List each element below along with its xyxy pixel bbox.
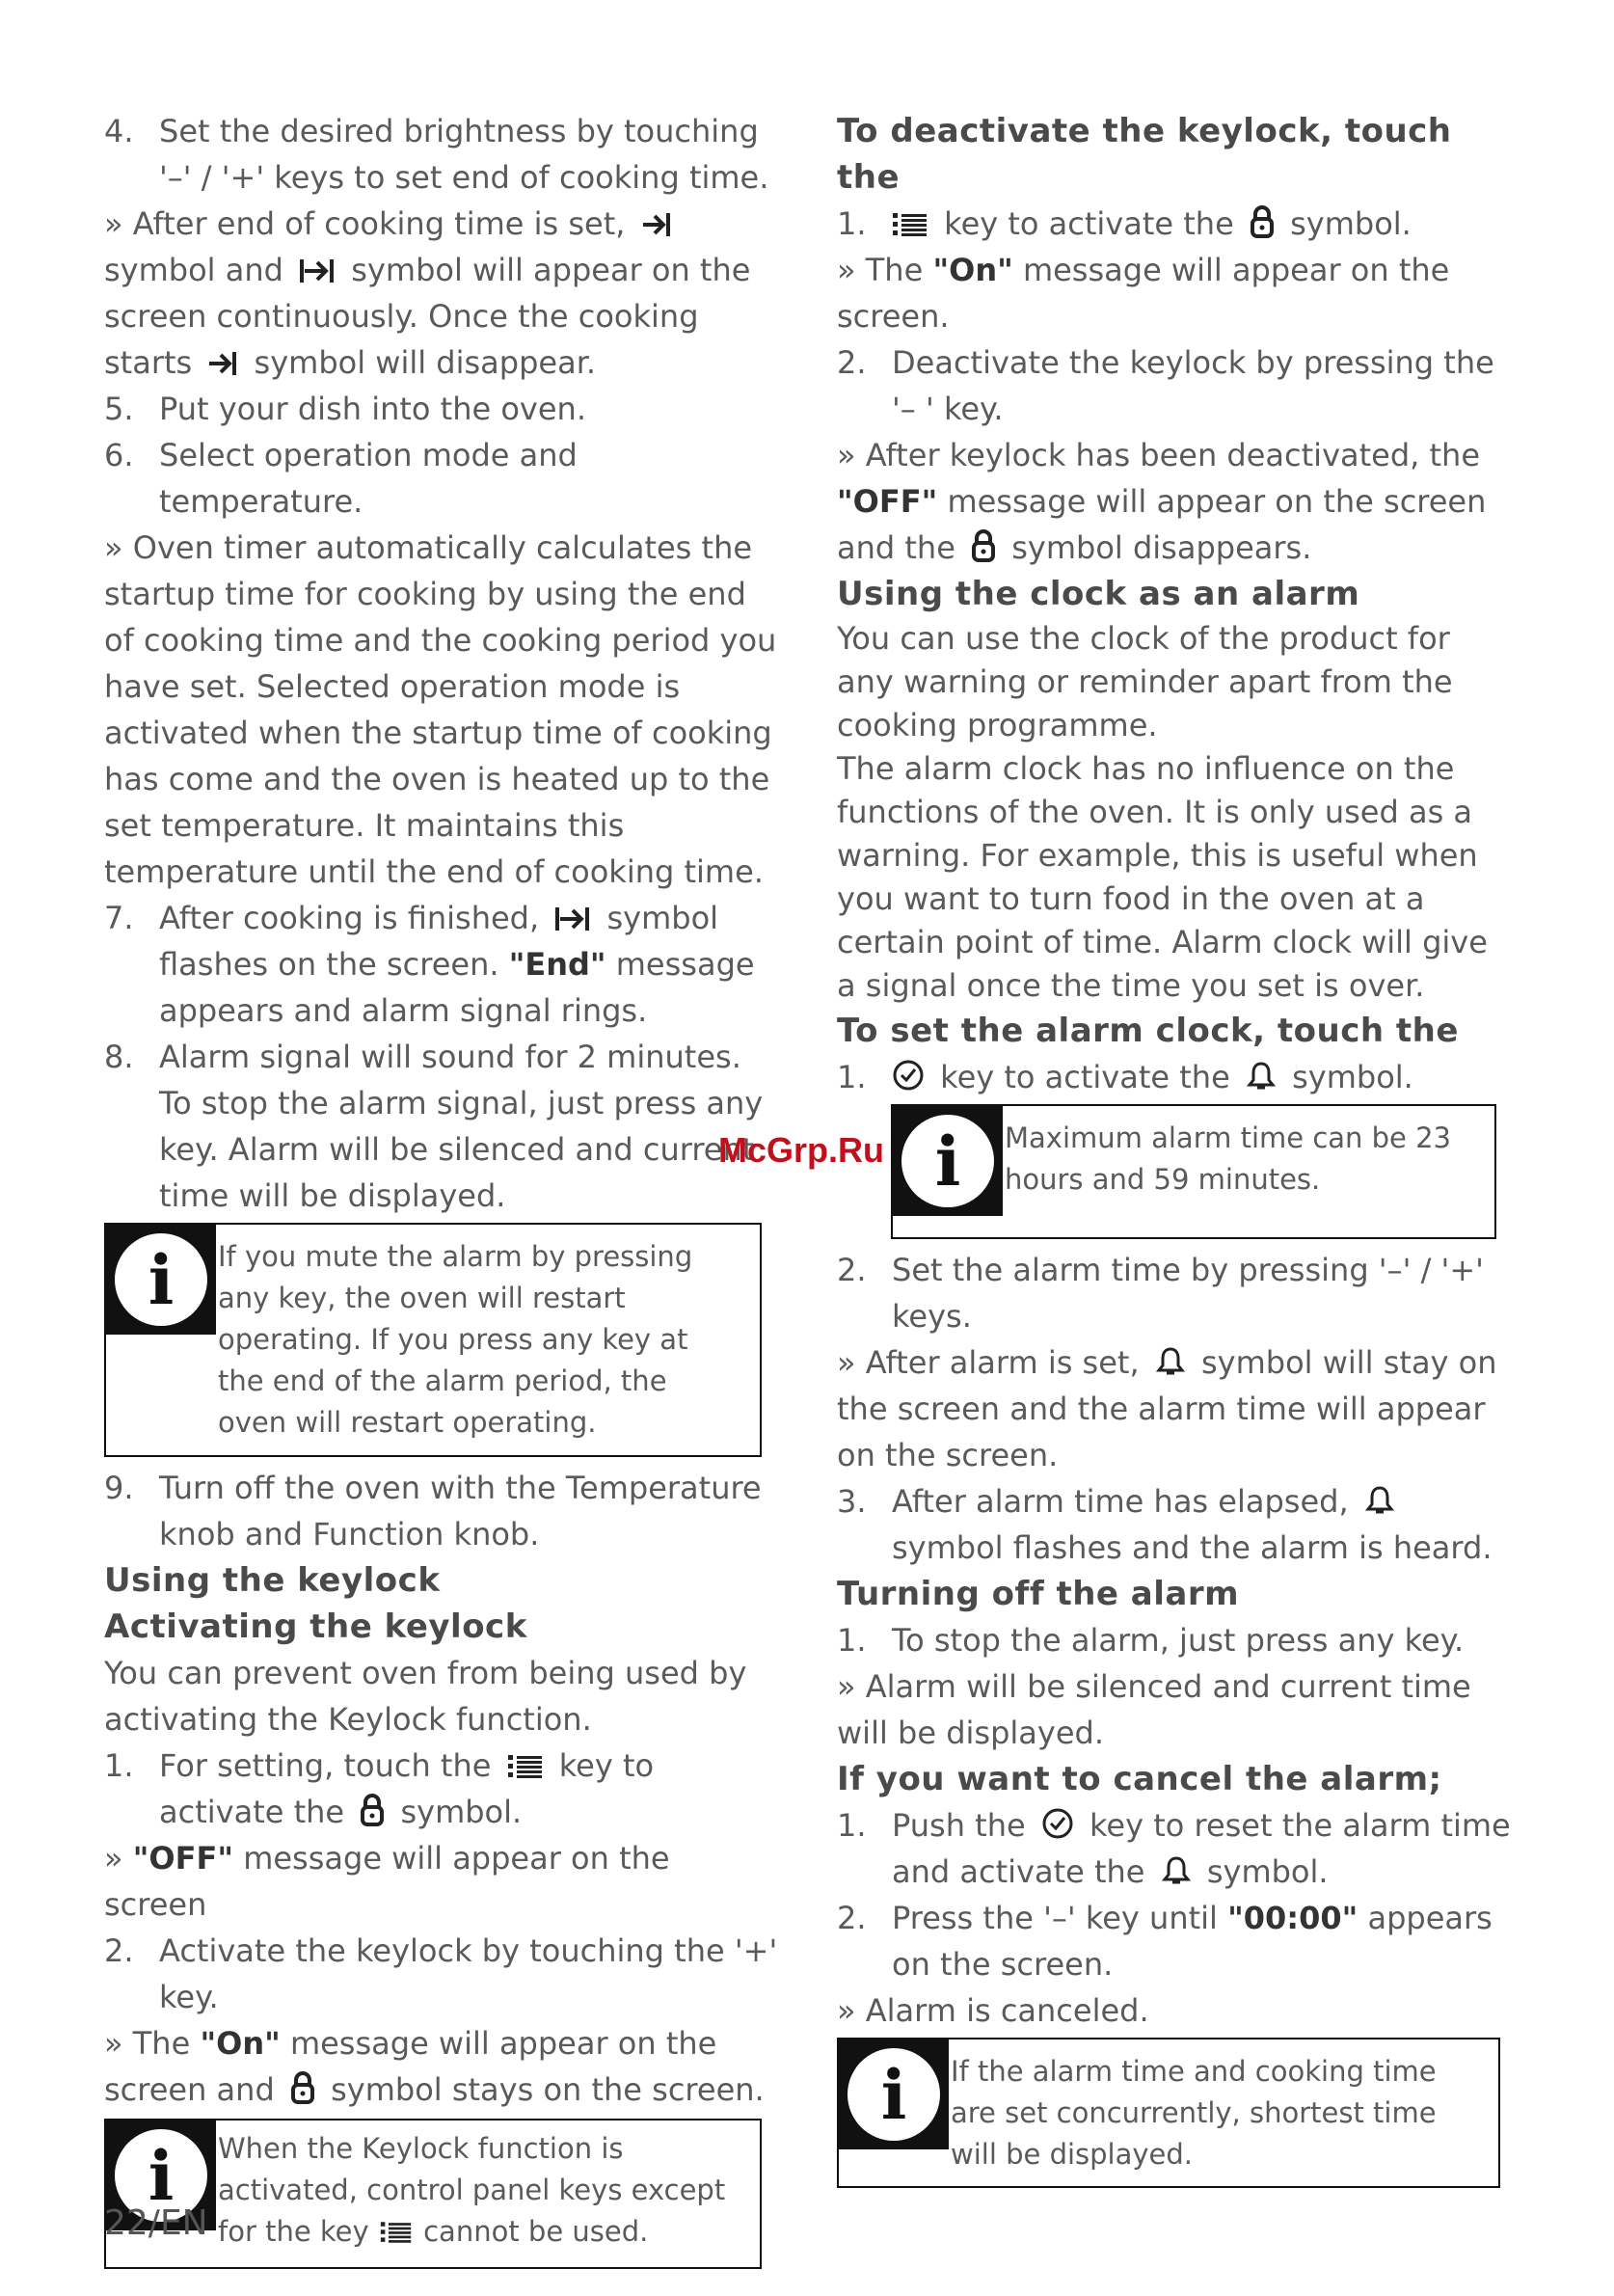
note-off-message: » "OFF" message will appear on the screen: [104, 1840, 670, 1923]
deactivate-step-1: 1. key to activate the symbol.: [837, 205, 1412, 242]
turnoff-step-1: 1. To stop the alarm, just press any key.: [837, 1622, 1465, 1659]
heading-set-alarm: To set the alarm clock, touch the: [837, 1012, 1459, 1050]
heading-activating-keylock: Activating the keylock: [104, 1607, 527, 1646]
note-alarm-canceled: » Alarm is canceled.: [837, 1992, 1149, 2029]
step-text: Set the desired brightness by touching '–' / '+' keys to set end of cooking time.: [159, 113, 769, 196]
watermark: McGrp.Ru: [718, 1130, 885, 1170]
cancel-step-2: 2. Press the '–' key until "00:00" appears on the screen.: [837, 1900, 1493, 1983]
heading-cancel-alarm: If you want to cancel the alarm;: [837, 1760, 1442, 1798]
lock-icon: [290, 2071, 315, 2104]
bell-icon: [1364, 1485, 1395, 1516]
set-alarm-step-1: 1. key to activate the symbol.: [837, 1059, 1413, 1095]
step-5: 5. Put your dish into the oven.: [104, 391, 586, 427]
step-7: 7. After cooking is finished, symbol flashes on the screen. "End" message appears and alarm signal rings.: [104, 900, 755, 1029]
note-on-message: » The "On" message will appear on the screen.: [837, 252, 1450, 335]
end-cooking-time-icon: [641, 211, 672, 238]
keylock-step-1: 1. For setting, touch the key to activate the symbol.: [104, 1747, 655, 1830]
note-end-of-cooking: » After end of cooking time is set, symbol and symbol will appear on the screen continuously. Once the cooking starts symbol will disappear.: [104, 205, 751, 381]
clock-key-icon: [1041, 1807, 1074, 1840]
step-6: 6. Select operation mode and temperature.: [104, 437, 578, 520]
set-alarm-step-2: 2. Set the alarm time by pressing '–' / '+' keys.: [837, 1252, 1484, 1335]
note-off-message: » After keylock has been deactivated, the "OFF" message will appear on the screen and the symbol disappears.: [837, 437, 1487, 566]
para-alarm-no-influence: The alarm clock has no influence on the functions of the oven. It is only used as a warning. For example, this is useful when you want to turn food in the oven at a certain point of time. Alarm clock will give a signal once the time you set is over.: [837, 750, 1488, 1004]
info-box-concurrent: i If the alarm time and cooking time are set concurrently, shortest time will be displayed.: [837, 2038, 1500, 2188]
lock-icon: [971, 529, 996, 562]
info-box-max-alarm: i Maximum alarm time can be 23 hours and 59 minutes.: [891, 1104, 1496, 1239]
info-icon: i: [106, 2120, 216, 2230]
note-alarm-set: » After alarm is set, symbol will stay on the screen and the alarm time will appear on the screen.: [837, 1344, 1497, 1473]
info-box-keylock: i When the Keylock function is activated, control panel keys except for the key cannot be used.: [104, 2119, 762, 2269]
cancel-step-1: 1. Push the key to reset the alarm time and activate the symbol.: [837, 1807, 1511, 1890]
set-alarm-step-3: 3. After alarm time has elapsed, symbol flashes and the alarm is heard.: [837, 1483, 1493, 1566]
bell-icon: [1155, 1346, 1186, 1377]
menu-key-icon: [507, 1753, 544, 1780]
lock-icon: [1250, 205, 1275, 238]
info-icon: i: [839, 2039, 949, 2149]
cooking-time-icon: [299, 257, 336, 284]
page-number: 22/EN: [104, 2203, 208, 2243]
info-icon: i: [893, 1106, 1003, 1216]
step-8: 8. Alarm signal will sound for 2 minutes. To stop the alarm signal, just press any key. Alarm will be silenced and current time will be displayed.: [104, 1039, 764, 1214]
clock-key-icon: [892, 1059, 925, 1092]
menu-key-icon: [380, 2220, 413, 2245]
bell-icon: [1246, 1061, 1277, 1092]
keylock-step-2: 2. Activate the keylock by touching the '+' key.: [104, 1932, 778, 2015]
step-9: 9. Turn off the oven with the Temperature knob and Function knob.: [104, 1470, 762, 1553]
cooking-time-icon: [554, 905, 591, 932]
end-cooking-time-icon: [207, 350, 238, 377]
heading-using-keylock: Using the keylock: [104, 1561, 441, 1600]
heading-turning-off-alarm: Turning off the alarm: [837, 1575, 1240, 1613]
lock-icon: [360, 1794, 385, 1826]
deactivate-step-2: 2. Deactivate the keylock by pressing the '– ' key.: [837, 344, 1494, 427]
info-icon: i: [106, 1225, 216, 1335]
step-4: [104, 108, 779, 201]
step-number: 4.: [104, 113, 134, 149]
para-prevent-use: You can prevent oven from being used by activating the Keylock function.: [104, 1655, 747, 1738]
note-oven-timer: » Oven timer automatically calculates the startup time for cooking by using the end of cooking time and the cooking period you have set. Selected operation mode is activated when the startup time of cooking has come and the oven is heated up to the set temperature. It maintains this temperature until the end of cooking time.: [104, 529, 777, 890]
menu-key-icon: [892, 211, 928, 238]
left-column: [104, 108, 779, 2277]
heading-clock-as-alarm: Using the clock as an alarm: [837, 575, 1360, 613]
note-alarm-silenced: » Alarm will be silenced and current time will be displayed.: [837, 1668, 1471, 1751]
bell-icon: [1161, 1855, 1192, 1886]
heading-deactivate-keylock: To deactivate the keylock, touch the: [837, 112, 1452, 197]
note-on-message: » The "On" message will appear on the screen and symbol stays on the screen.: [104, 2025, 765, 2108]
right-column: [837, 108, 1512, 2196]
para-alarm-usage: You can use the clock of the product for any warning or reminder apart from the cooking programme.: [837, 620, 1453, 743]
info-box-mute-alarm: i If you mute the alarm by pressing any key, the oven will restart operating. If you press any key at the end of the alarm period, the oven will restart operating.: [104, 1223, 762, 1457]
